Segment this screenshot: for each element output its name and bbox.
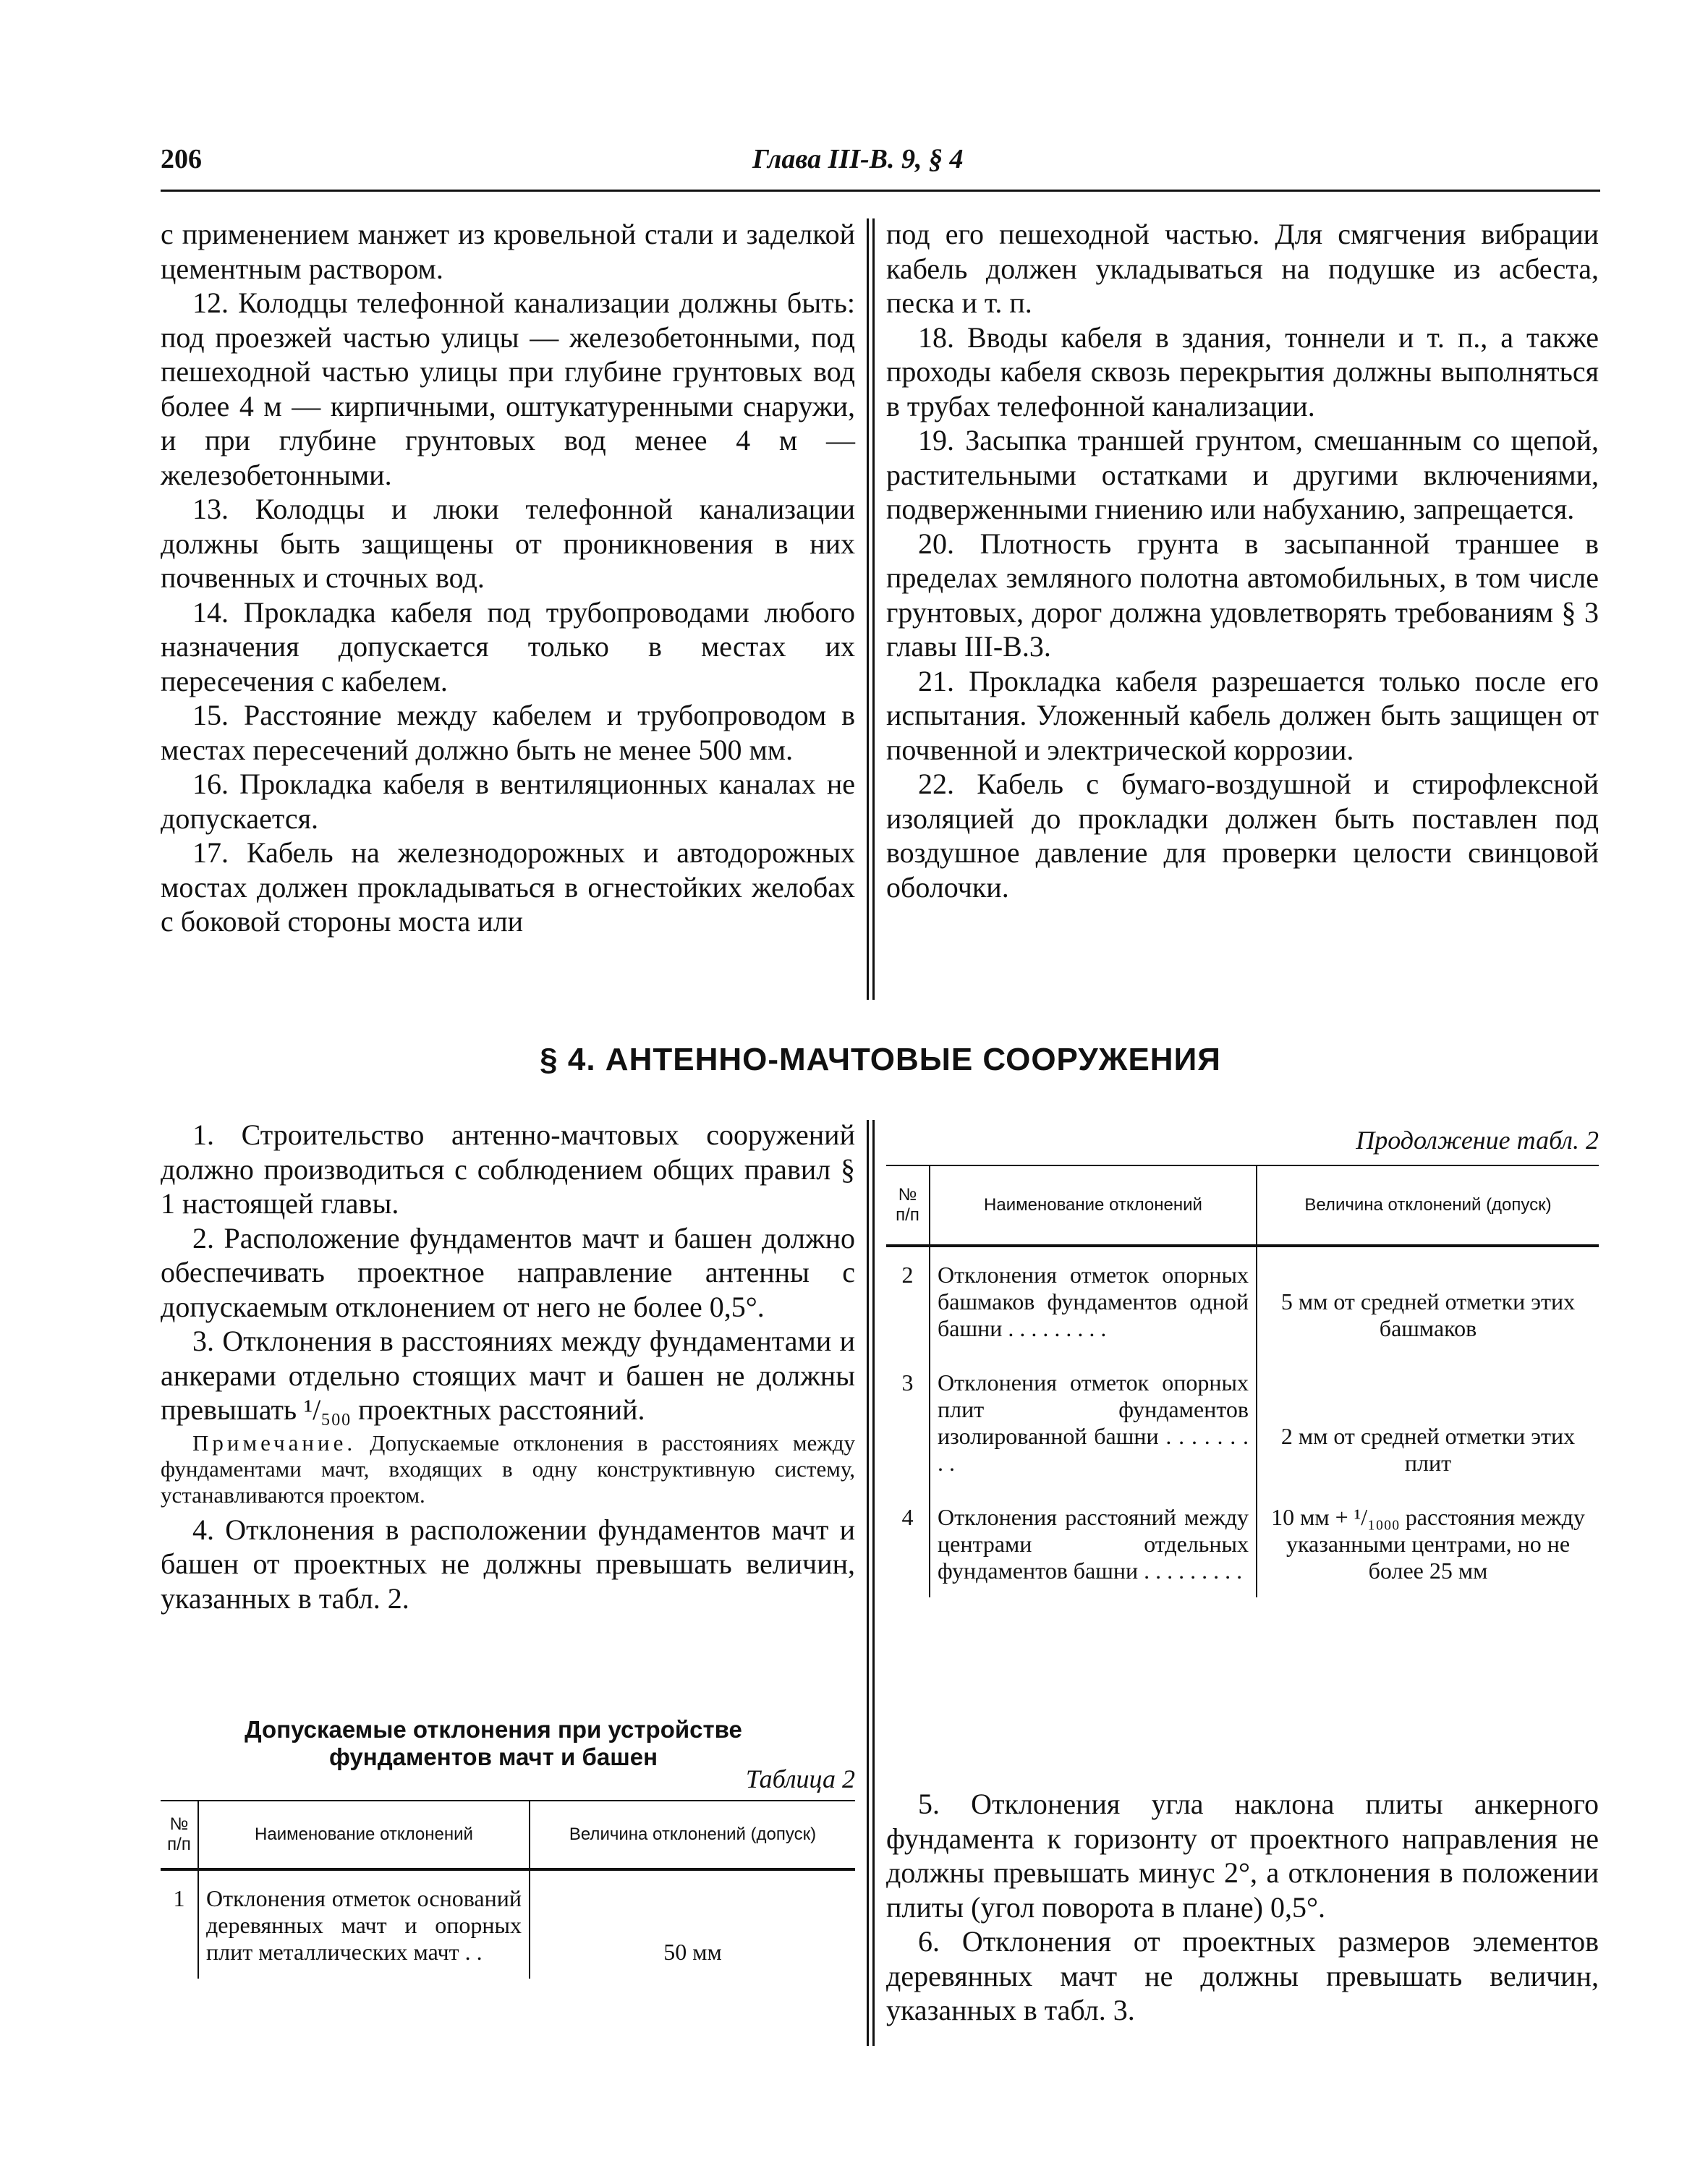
row-value: 2 мм от средней отметки этих плит: [1257, 1355, 1599, 1490]
running-head: Глава III-В. 9, § 4: [752, 144, 964, 174]
paragraph: 6. Отклонения от проектных размеров элементов деревянных мачт не должны превышать величин, указанных в табл. 3.: [886, 1925, 1599, 2026]
row-number: 2: [901, 1262, 914, 1288]
paragraph: 22. Кабель с бумаго-воздушной и стирофлексной изоляцией до прокладки должен быть поставлен под воздушное давление для проверки целости свинцовой оболочки.: [886, 768, 1599, 904]
column-separator: [867, 1120, 869, 2046]
row-value: 50 мм: [530, 1869, 855, 1979]
paragraph: 17. Кабель на железнодорожных и автодорожных мостах должен прокладываться в огнестойких желобах с боковой стороны моста или: [161, 836, 855, 938]
table-row: [886, 1246, 1599, 1355]
column-separator: [872, 218, 875, 1000]
paragraph: 12. Колодцы телефонной канализации должны быть: под проезжей частью улицы — железобетонными, под пешеходной частью улицы при глубине грунтовых вод более 4 м — кирпичными, оштукатуренными снаружи, и при глубине грунтовых вод менее 4 м — железобетонными.: [161, 286, 855, 491]
deviations-table: [161, 1800, 855, 1979]
paragraph: 19. Засыпка траншей грунтом, смешанным со щепой, растительными остатками и другими включениями, подверженными гниению или набуханию, запрещается.: [886, 424, 1599, 525]
row-name: Отклонения отметок опорных башмаков фундаментов одной башни . . . . . . . . .: [930, 1246, 1257, 1355]
paragraph: 3. Отклонения в расстояниях между фундаментами и анкерами отдельно стоящих мачт и башен не должны превышать ¹/₅₀₀ проектных расстояний.: [161, 1325, 855, 1426]
paragraph: 16. Прокладка кабеля в вентиляционных каналах не допускается.: [161, 768, 855, 835]
deviations-table-continued: [886, 1165, 1599, 1597]
paragraph: с применением манжет из кровельной стали и заделкой цементным раствором.: [161, 218, 855, 285]
table-header-name: Наименование отклонений: [930, 1165, 1257, 1246]
paragraph: под его пешеходной частью. Для смягчения вибрации кабель должен укладываться на подушке из асбеста, песка и т. п.: [886, 218, 1599, 319]
paragraph: 14. Прокладка кабеля под трубопроводами любого назначения допускается только в местах их пересечения с кабелем.: [161, 595, 855, 697]
table-caption: Таблица 2: [745, 1764, 855, 1793]
row-number: 3: [901, 1369, 914, 1396]
note: [161, 1430, 855, 1508]
row-number: 4: [901, 1504, 914, 1530]
table-header-num: № п/п: [886, 1165, 930, 1246]
note-text: Допускаемые отклонения в расстояниях между фундаментами мачт, входящих в одну конструктивную систему, устанавливаются проектом.: [161, 1430, 855, 1508]
paragraph: 1. Строительство антенно-мачтовых сооружений должно производиться с соблюдением общих правил § 1 настоящей главы.: [161, 1118, 855, 1220]
table-header-value: Величина отклонений (допуск): [1257, 1165, 1599, 1246]
table-header-value: Величина отклонений (допуск): [530, 1801, 855, 1869]
top-right-column: [886, 217, 1599, 904]
row-name: Отклонения расстояний между центрами отдельных фундаментов башни . . . . . . . . .: [930, 1490, 1257, 1597]
row-number: 1: [173, 1885, 185, 1911]
row-value: 5 мм от средней отметки этих башмаков: [1257, 1246, 1599, 1355]
table-row: [161, 1869, 855, 1979]
paragraph: 21. Прокладка кабеля разрешается только после его испытания. Уложенный кабель должен быть защищен от почвенной и электрической коррозии.: [886, 664, 1599, 766]
header-rule: [161, 190, 1600, 192]
top-left-column: [161, 217, 855, 939]
paragraph: 5. Отклонения угла наклона плиты анкерного фундамента к горизонту от проектного направления не должны превышать минус 2°, а отклонения в положении плиты (угол поворота в плане) 0,5°.: [886, 1788, 1599, 1924]
table-caption: Продолжение табл. 2: [1356, 1126, 1599, 1155]
paragraph: 20. Плотность грунта в засыпанной траншее в пределах земляного полотна автомобильных, в том числе грунтовых, дорог должна удовлетворять требованиям § 3 главы III-В.3.: [886, 527, 1599, 663]
table-header-name: Наименование отклонений: [198, 1801, 530, 1869]
section-title: § 4. АНТЕННО-МАЧТОВЫЕ СООРУЖЕНИЯ: [540, 1042, 1221, 1077]
table-header-num: № п/п: [161, 1801, 198, 1869]
paragraph: 18. Вводы кабеля в здания, тоннели и т. п., а также проходы кабеля сквозь перекрытия должны выполняться в трубах телефонной канализации.: [886, 320, 1599, 422]
note-label: Примечание.: [192, 1430, 357, 1456]
paragraph: 15. Расстояние между кабелем и трубопроводом в местах пересечений должно быть не менее 500 мм.: [161, 699, 855, 766]
paragraph: 2. Расположение фундаментов мачт и башен должно обеспечивать проектное направление антенны с допускаемым отклонением от него не более 0,5°.: [161, 1221, 855, 1323]
paragraph: 4. Отклонения в расположении фундаментов мачт и башен от проектных не должны превышать величин, указанных в табл. 2.: [161, 1513, 855, 1615]
table-row: [886, 1490, 1599, 1597]
paragraph: 13. Колодцы и люки телефонной канализации должны быть защищены от проникновения в них почвенных и сточных вод.: [161, 493, 855, 594]
row-value: 10 мм + ¹/₁₀₀₀ расстояния между указанными центрами, но не более 25 мм: [1257, 1490, 1599, 1597]
table-row: [886, 1355, 1599, 1490]
table-title: Допускаемые отклонения при устройстве фундаментов мачт и башен: [245, 1716, 742, 1770]
page-number: 206: [161, 144, 202, 174]
column-separator: [872, 1120, 875, 2046]
row-name: Отклонения отметок опорных плит фундаментов изолированной башни . . . . . . . . .: [930, 1355, 1257, 1490]
column-separator: [867, 218, 869, 1000]
row-name: Отклонения отметок оснований деревянных мачт и опорных плит металлических мачт . .: [198, 1869, 530, 1979]
bottom-left-column: [161, 1118, 855, 1615]
bottom-right-text: [886, 1787, 1599, 2028]
